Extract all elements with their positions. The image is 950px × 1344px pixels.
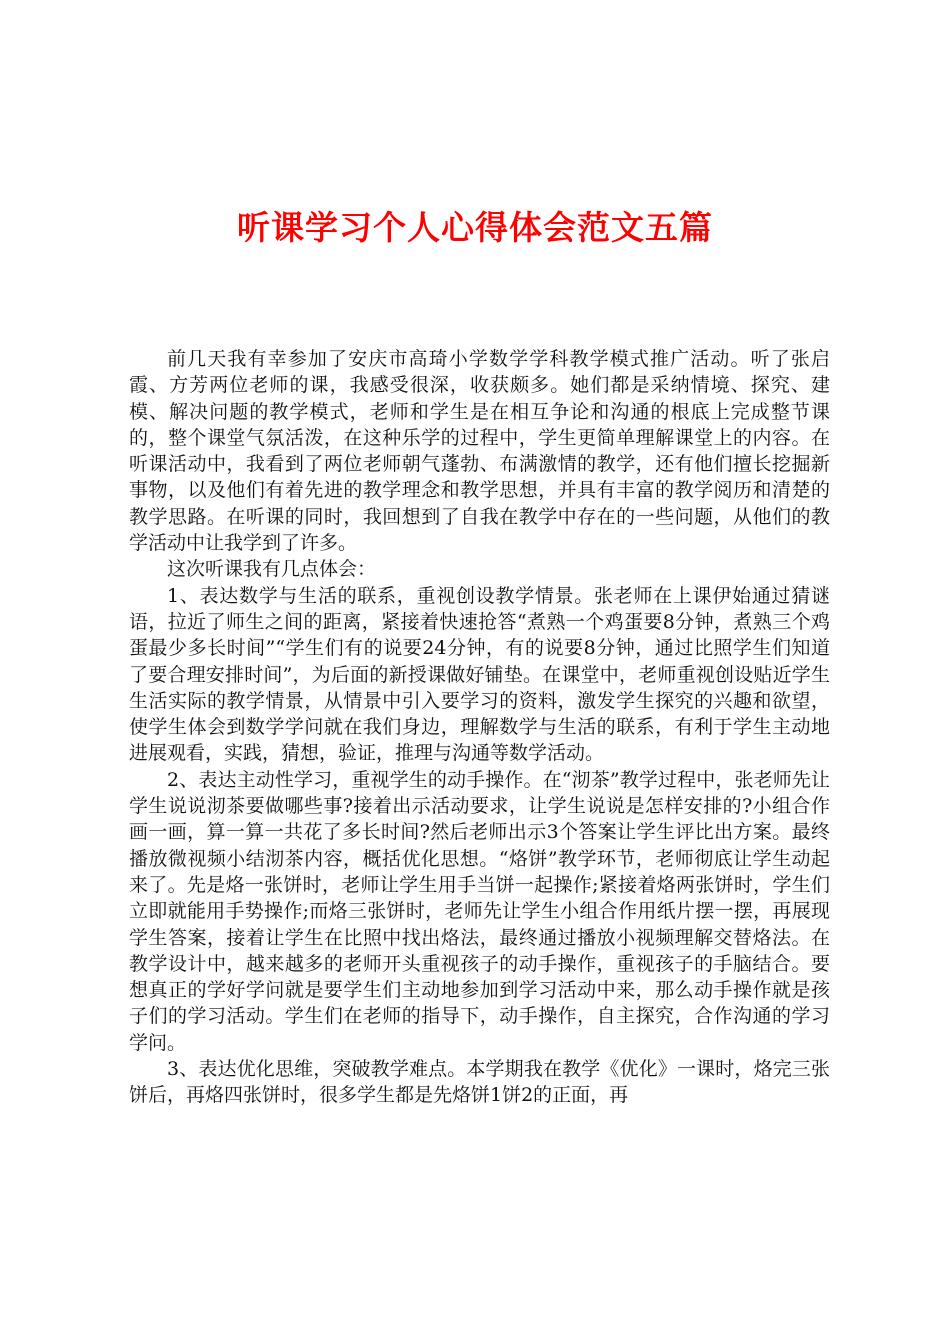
document-body — [129, 346, 830, 1109]
paragraph-experience-heading: 这次听课我有几点体会： — [167, 558, 377, 581]
document-title: 听课学习个人心得体会范文五篇 — [237, 208, 713, 247]
paragraph-intro: 前几天我有幸参加了安庆市高琦小学数学学科教学模式推广活动。听了张启霞、方芳两位老师的课，我感受很深，收获颇多。她们都是采纳情境、探究、建模、解决问题的教学模式，老师和学生是在相互争论和沟通的根底上完成整节课的，整个课堂气氛活泼，在这种乐学的过程中，学生更简单理解课堂上的内容。在听课活动中，我看到了两位老师朝气蓬勃、布满激情的教学，还有他们擅长挖掘新事物，以及他们有着先进的教学理念和教学思想，并具有丰富的教学阅历和清楚的教学思路。在听课的同时，我回想到了自我在教学中存在的一些问题，从他们的教学活动中让我学到了许多。 — [129, 348, 830, 555]
paragraph-point-1: 1、表达数学与生活的联系，重视创设教学情景。张老师在上课伊始通过猜谜语，拉近了师生之间的距离，紧接着快速抢答“煮熟一个鸡蛋要8分钟，煮熟三个鸡蛋最少多长时间”“学生们有的说要24分钟，有的说要8分钟，通过比照学生们知道了要合理安排时间”，为后面的新授课做好铺垫。在课堂中，老师重视创设贴近学生生活实际的教学情景，从情景中引入要学习的资料，激发学生探究的兴趣和欲望，使学生体会到数学学问就在我们身边，理解数学与生活的联系，有利于学生主动地进展观看，实践，猜想，验证，推理与沟通等数学活动。 — [129, 584, 830, 765]
paragraph-point-3: 3、表达优化思维，突破教学难点。本学期我在教学《优化》一课时，烙完三张饼后，再烙四张饼时，很多学生都是先烙饼1饼2的正面，再 — [129, 1058, 830, 1107]
paragraph-point-2: 2、表达主动性学习，重视学生的动手操作。在“沏茶”教学过程中，张老师先让学生说说沏茶要做哪些事?接着出示活动要求，让学生说说是怎样安排的?小组合作画一画，算一算一共花了多长时间?然后老师出示3个答案让学生评比出方案。最终播放微视频小结沏茶内容，概括优化思想。“烙饼”教学环节，老师彻底让学生动起来了。先是烙一张饼时，老师让学生用手当饼一起操作;紧接着烙两张饼时，学生们立即就能用手势操作;而烙三张饼时，老师先让学生小组合作用纸片摆一摆，再展现学生答案，接着让学生在比照中找出烙法，最终通过播放小视频理解交替烙法。在教学设计中，越来越多的老师开头重视孩子的动手操作，重视孩子的手脑结合。要想真正的学好学问就是要学生们主动地参加到学习活动中来，那么动手操作就是孩子们的学习活动。学生们在老师的指导下，动手操作，自主探究，合作沟通的学习学问。 — [129, 768, 830, 1054]
